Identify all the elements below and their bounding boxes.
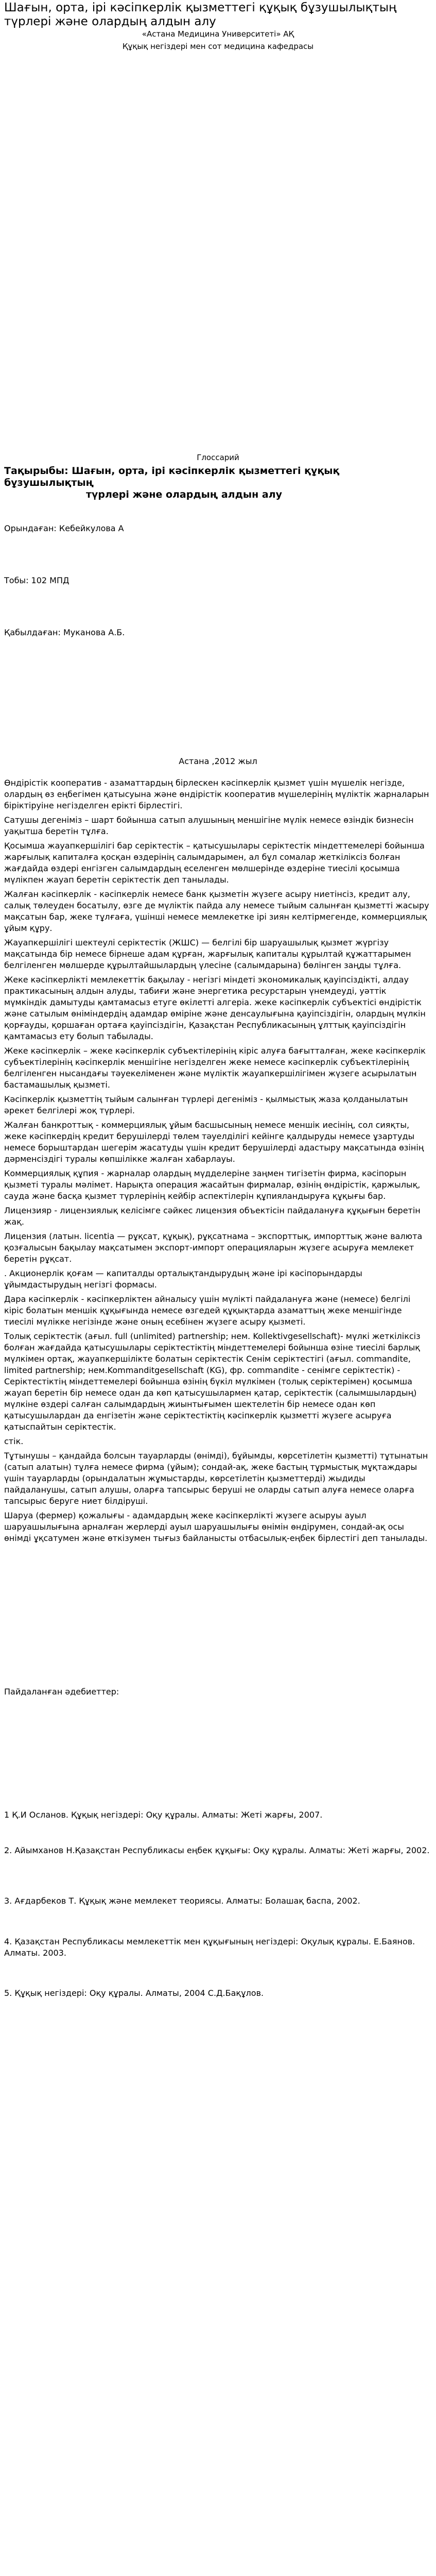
glossary-paragraph: Тұтынушы – қандайда болсын тауарларды (өнімді), бұйымды, көрсетілетін қызметті) тұтынатын (сатып алатын) тұлға немесе фирма (ұйым); сондай-ақ, жеке бастың тұрмыстық мұқтаждары үшін тауарларды (орындалатын жұмыстарды, көрсетілетін қызметтерді) жыдиды пайдаланушы, сатып алушы, оларға тапсырыс беруші не оларды сатып алуға немесе оларға тапсырыс беруге ниет білдіруші.	[4, 1451, 428, 1506]
department-name: Құқық негіздері мен сот медицина кафедрасы	[122, 42, 314, 51]
university-name: «Астана Медицина Университеті» АҚ	[142, 29, 294, 39]
glossary-paragraph: Жалған кәсіпкерлік - кәсіпкерлік немесе банк қызметін жүзеге асыру ниетінсіз, кредит алу, салық төлеуден босатылу, өзге де мүліктік пайда алу немесе тыйым салынған қызметті жасыру мақсатын бар, жеке тұлғаға, үшінші немесе мемлекетке ірі зиян келтірмегенде, коммерциялық ұйым құру.	[4, 889, 429, 933]
executor-line: Орындаған: Кебейкулова А	[4, 523, 124, 533]
reference-item: 5. Құқық негіздері: Оқу құралы. Алматы, 2004 С.Д.Бақұлов.	[4, 1988, 264, 1998]
glossary-paragraph: стік.	[4, 1436, 24, 1446]
document-title: Шағын, орта, ірі кәсіпкерлік қызметтегі құқық бұзушылықтың түрлері және олардың алдын алу	[4, 1, 397, 28]
topic-line-2: түрлері және олардың алдын алу	[86, 489, 282, 500]
glossary-paragraph: . Акционерлік қоғам — капиталды орталықтандырудың және ірі кәсіпорындарды ұйымдастырудың негізгі формасы.	[4, 1268, 362, 1290]
used-literature-label: Пайдаланған әдебиеттер:	[4, 1687, 119, 1697]
reference-item: 2. Айымханов Н.Қазақстан Республикасы еңбек құқығы: Оқу құралы. Алматы: Жеті жарғы, 2002.	[4, 1845, 430, 1855]
glossary-paragraph: Жеке кәсіпкерлікті мемлекеттік бақылау - негізгі міндеті экономикалық қауіпсіздікті, алдау практикасының алдын алуды, табиғи және энергетика ресурстарын үнемдеуді, уәттік мүмкіндік дамытуды қамтамасыз етуге өкілетті алгеріа. жеке кәсіпкерлік субъектісі өндірістік және сатылым өніміндердің адамдар өміріне және денсаулығына қауіпсіздігін, олардың мүлкін қорғауды, қоршаған ортаға қауіпсіздігін, Қазақстан Республикасының ұлттық қауіпсіздігін қамтамасыз ету болып табылады.	[4, 975, 426, 1041]
group-line: Тобы: 102 МПД	[4, 575, 69, 585]
glossary-paragraph: Дара кәсіпкерлік - кәсіпкерліктен айналысу үшін мүлікті пайдалануға және (немесе) белгілі кіріс болатын меншік құқығында немесе өзгедей құқықтарда азаматтың жеке меншігінде тиесілі мүлікке негізінде және оның есебінен жүзеге асыру қызметі.	[4, 1294, 411, 1327]
glossary-paragraph: Кәсіпкерлік қызметтің тыйым салынған түрлері дегеніміз - қылмыстық жаза қолданылатын әрекет белгілері жоқ түрлері.	[4, 1094, 408, 1115]
glossary-body	[4, 777, 431, 1547]
reference-item: 4. Қазақстан Республикасы мемлекеттік мен құқығының негіздері: Оқулық құралы. Е.Баянов. Алматы. 2003.	[4, 1937, 415, 1958]
glossary-paragraph: Сатушы дегеніміз – шарт бойынша сатып алушының меншігіне мүлік немесе өзіндік бизнесін уақытша беретін тұлға.	[4, 815, 414, 836]
glossary-paragraph: Жауапкершілігі шектеулі серіктестік (ЖШС) — белгілі бір шаруашылық қызмет жүргізу мақсатында бір немесе бірнеше адам құрған, жарғылық капиталы құрылтай құжаттарымен белгіленген мөлшерде құрылтайшылардың үлесіне (салымдарына) бөлінген заңды тұлға.	[4, 938, 411, 970]
glossary-paragraph: Қосымша жауапкершілігі бар серіктестік – қатысушылары серіктестік міндеттемелері бойынша жарғылық капиталға қосқан өздерінің салымдарымен, ал бұл сомалар жеткіліксіз болған жағдайда өздері енгізген салымдардың еселенген мөлшерінде өздеріне тиесілі қосымша мүлікпен жауап беретін серіктестік деп танылады.	[4, 841, 425, 885]
reviewer-line: Қабылдаған: Муканова А.Б.	[4, 628, 125, 637]
topic-heading	[4, 465, 431, 501]
glossary-paragraph: Лицензия (латын. licentia — рұқсат, құқық), рұқсатнама – экспорттық, импорттық жәнe валюта қозғалысын бақылау мақсатымен экспорт-импорт операцияларын жүзеге асыруға мемлекет беретін рұқсат.	[4, 1231, 423, 1264]
glossary-paragraph: Жеке кәсіпкерлік – жеке кәсіпкерлік субъектілерінің кіріс алуға бағытталған, жеке кәсіпкерлік субъектілерінің кәсіпкерлік меншігіне негізделген жеке немесе кәсіпкерлік субъектілерінің белгіленген нысандағы тәуекеліменен және мүліктік жауапкершілігімен жүзеге асырылатын бастамашылық қызметі.	[4, 1046, 426, 1090]
topic-line-1: Тақырыбы: Шағын, орта, ірі кәсіпкерлік қызметтегі құқық бұзушылықтың	[4, 465, 340, 488]
glossary-paragraph: Коммерциялық құпия - жарналар олардың мүдделеріне заңмен тигізетін фирма, кәсіпорын қызметі туралы мәлімет. Нарықта операция жасайтын фирмалар, өзінің өндірістік, қаржылық, сауда және басқа қызмет түрлерінің кейбір аспектілерін құпияландыруға құқығы бар.	[4, 1168, 421, 1201]
city-year: Астана ,2012 жыл	[179, 756, 257, 766]
reference-item: 1 Қ.И Осланов. Құқық негіздері: Оқу құралы. Алматы: Жеті жарғы, 2007.	[4, 1810, 323, 1820]
glossary-paragraph: Жалған банкроттық - коммерциялық ұйым басшысының немесе меншік иесінің, сол сияқты, жеке кәсіпкердің кредит берушілерді төлем тәуелділігі кейінге қалдыруды немесе ұзартуды немесе борыштардан шегерім жасатуды үшін кредит берушілерді адастыру мақсатында өзінің дәрменсіздігі туралы көпшілікке жалған хабарлауы.	[4, 1120, 424, 1164]
glossary-paragraph: Өндірістік кооператив - азаматтардың бірлескен кәсіпкерлік қызмет үшін мүшелік негізде, олардың өз еңбегімен қатысуына және өндірістік кооператив мүшелерінің мүліктік жарналарын біріктіруіне негізделген ерікті бірлестігі.	[4, 778, 429, 810]
glossary-label: Глоссарий	[197, 453, 239, 462]
glossary-paragraph: Шаруа (фермер) қожалығы - адамдардың жеке кәсіпкерлікті жүзеге асыруы ауыл шаруашылығына арналған жерлерді ауыл шаруашылығы өнімін өндірумен, сондай-ақ осы өнімді ұқсатумен және өткізумен тығыз байланысты отбасылық-еңбек бірлестігі деп танылады.	[4, 1511, 428, 1543]
reference-item: 3. Ағдарбеков Т. Құқық және мемлекет теориясы. Алматы: Болашақ баспа, 2002.	[4, 1896, 360, 1906]
glossary-paragraph: Толық серіктестік (ағыл. full (unlimited) partnership; нем. Kollektivgesellschaft)- мүлкі жеткіліксіз болған жағдайда қатысушылары серіктестіктің міндеттемелері бойынша өзіне тиесілі барлық мүлкімен ортақ, жауапкершілікте болатын серіктестік Сенім серіктестігі (ағыл. commandite, limited partnership; нем.Kommanditgesellschaft (KG), фр. commandite - сенімге серіктестік) - Серіктестіктің міндеттемелері бойынша өзінің бүкіл мүлкімен (толық серіктерімен) қосымша жауап беретін бір немесе одан да көп қатысушылармен қатар, серіктестік (салымшылардың) мүлкіне өздері салған салымдардың жиынтығымен шектелетін бір немесе одан көп қатысушылардан да енгізетін және серіктестіктің кәсіпкерлік қызметті жүзеге асыруға қатыспайтын серіктестік.	[4, 1331, 421, 1432]
glossary-paragraph: Лицензияр - лицензиялық келісімге сәйкес лицензия объектісін пайдалануға құқығын беретін жақ.	[4, 1206, 421, 1227]
